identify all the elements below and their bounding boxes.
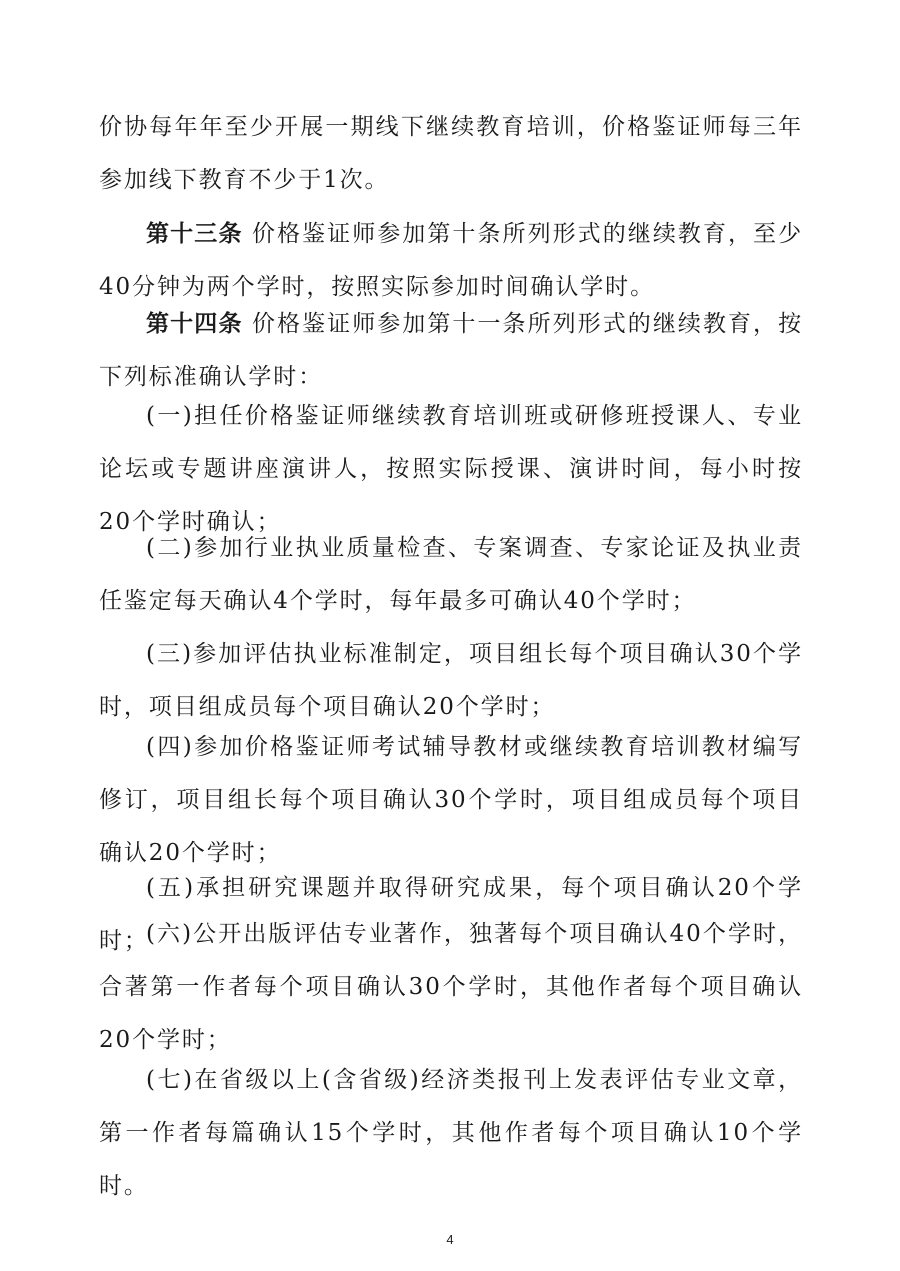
list-item-text: (四)参加价格鉴证师考试辅导教材或继续教育培训教材编写修订，项目组长每个项目确认30个学时，项目组成员每个项目确认20个学时； [99,734,803,866]
article-14 [99,297,803,404]
paragraph-continuation [99,101,803,207]
list-item-2 [99,522,803,628]
list-item-text: (七)在省级以上(含省级)经济类报刊上发表评估专业文章，第一作者每篇确认15个学时，其他作者每个项目确认10个学时。 [99,1067,803,1199]
list-item-7 [99,1054,803,1213]
article-text: 价格鉴证师参加第十条所列形式的继续教育，至少40分钟为两个学时，按照实际参加时间确认学时。 [99,221,804,300]
list-item-text: (六)公开出版评估专业著作，独著每个项目确认40个学时，合著第一作者每个项目确认30个学时，其他作者每个项目确认20个学时； [99,921,803,1053]
list-item-text: (二)参加行业执业质量检查、专案调查、专家论证及执业责任鉴定每天确认4个学时，每年最多可确认40个学时； [99,535,803,614]
list-item-6 [99,908,803,1067]
article-heading: 第十四条 [146,310,243,337]
list-item-3 [99,628,803,734]
list-item-text: (一)担任价格鉴证师继续教育培训班或研修班授课人、专业论坛或专题讲座演讲人，按照实际授课、演讲时间，每小时按20个学时确认； [99,403,803,535]
article-heading: 第十三条 [146,220,243,247]
article-text: 价格鉴证师参加第十一条所列形式的继续教育，按下列标准确认学时： [99,311,804,390]
list-item-4 [99,721,803,880]
list-item-text: (五)承担研究课题并取得研究成果，每个项目确认20个学时； [99,875,803,954]
page-number: 4 [446,1232,454,1247]
list-item-text: (三)参加评估执业标准制定，项目组长每个项目确认30个学时，项目组成员每个项目确认20个学时； [99,641,803,720]
paragraph-text: 价协每年年至少开展一期线下继续教育培训，价格鉴证师每三年参加线下教育不少于1次。 [99,114,803,193]
